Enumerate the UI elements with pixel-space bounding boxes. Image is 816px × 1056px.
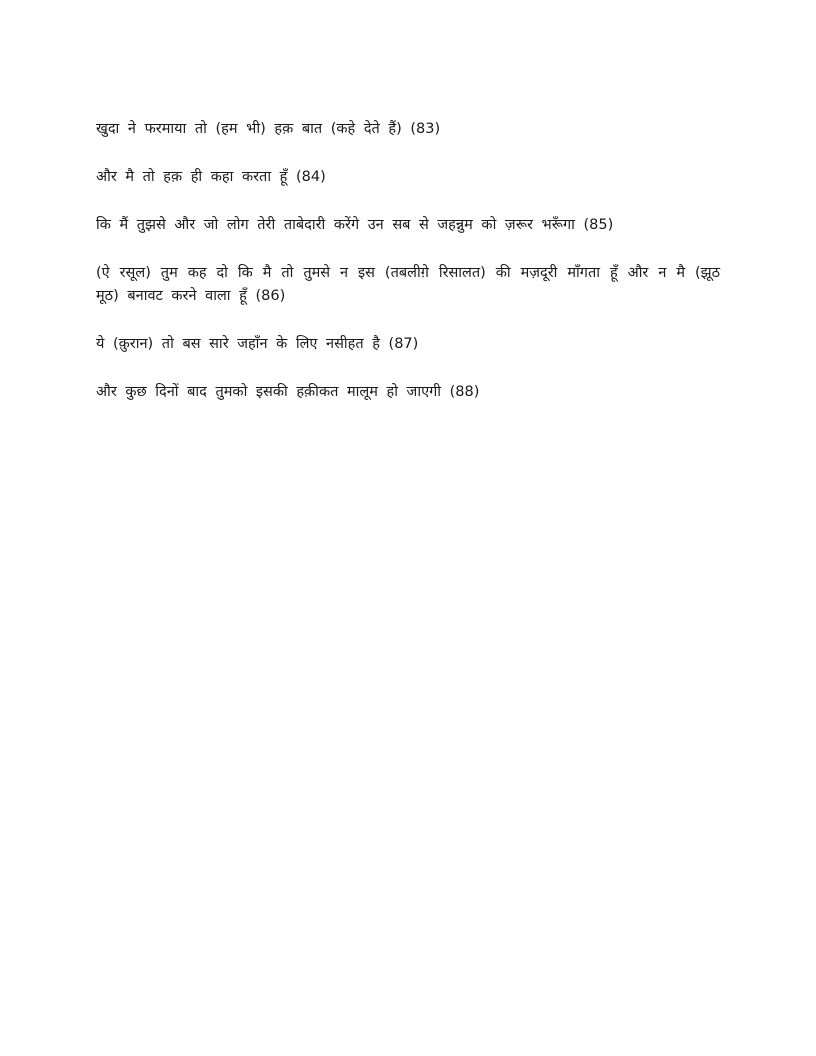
verse-85: कि मैं तुझसे और जो लोग तेरी ताबेदारी करेंगे उन सब से जहन्नुम को ज़रूर भरूँगा (85) [96, 217, 614, 233]
verse-84: और मै तो हक़ ही कहा करता हूँ (84) [96, 169, 326, 185]
verse-88: और कुछ दिनों बाद तुमको इसकी हक़ीकत मालूम हो जाएगी (88) [96, 384, 480, 400]
verse-87: ये (क़ुरान) तो बस सारे जहाँन के लिए नसीहत है (87) [96, 336, 419, 352]
verse-83: खुदा ने फरमाया तो (हम भी) हक़ बात (कहे देते हैं) (83) [96, 121, 441, 137]
verse-list [96, 118, 720, 429]
verse-86: (ऐ रसूल) तुम कह दो कि मै तो तुमसे न इस (तबलीग़े रिसालत) की मज़दूरी माँगता हूँ और न मै (झूठ मूठ) बनावट करने वाला हूँ (86) [96, 265, 720, 304]
